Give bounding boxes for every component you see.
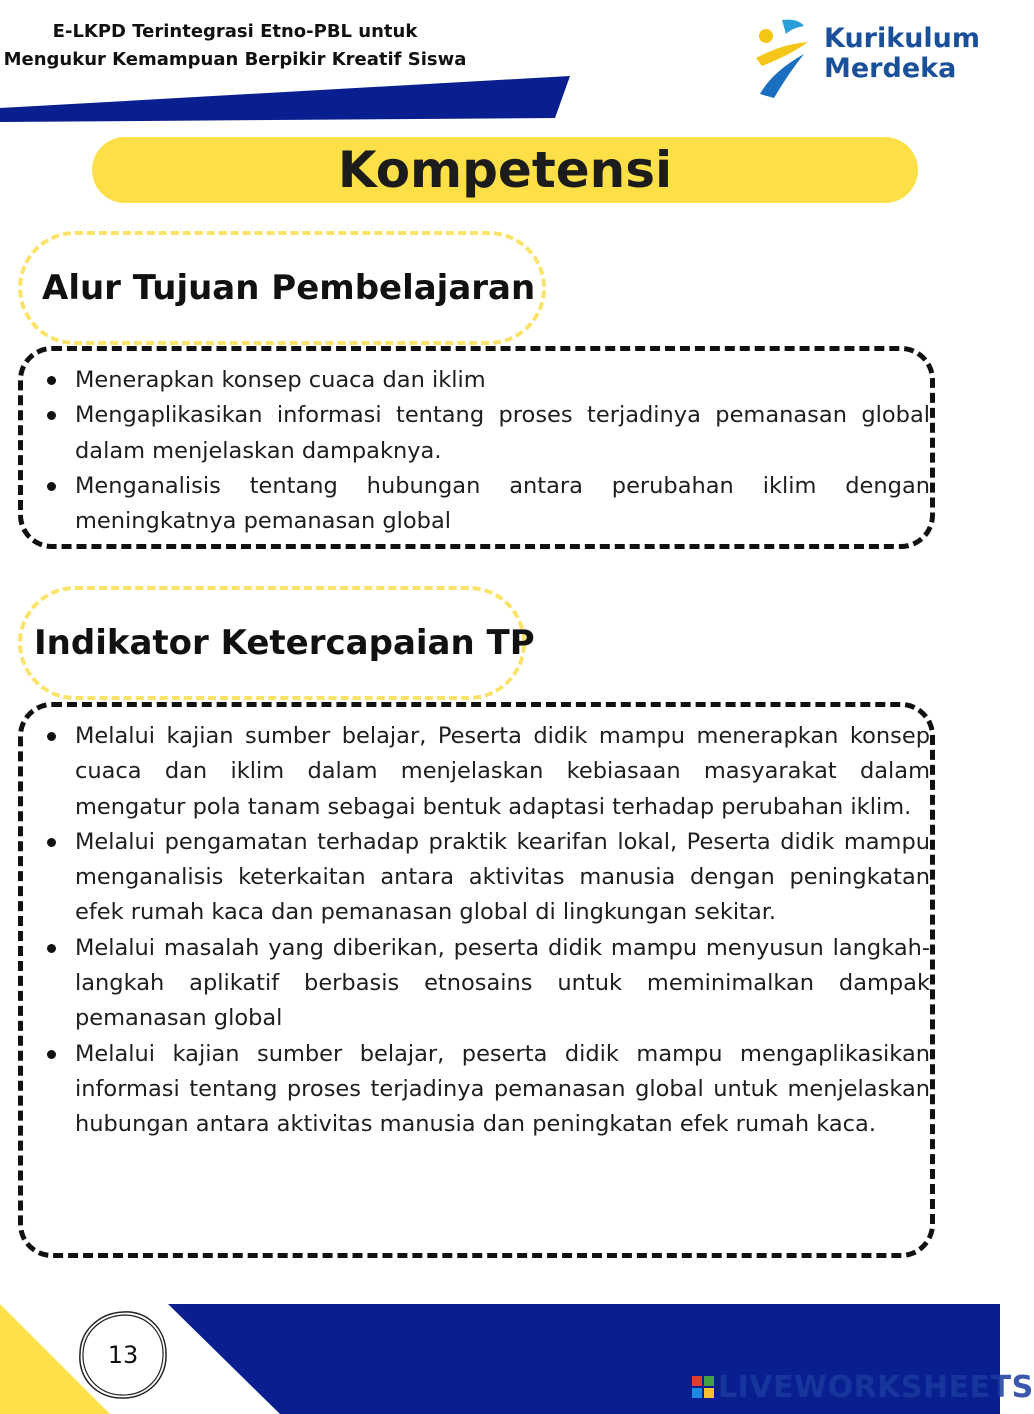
list-item: Melalui kajian sumber belajar, peserta didik mampu mengaplikasikan informasi tentang proses terjadinya pemanasan global untuk menjelaskan hubungan antara aktivitas manusia dan peningkatan efek rumah kaca. — [23, 1037, 930, 1143]
atp-list — [23, 363, 930, 539]
atp-heading: Alur Tujuan Pembelajaran — [42, 268, 536, 308]
document-title-line1: E-LKPD Terintegrasi Etno-PBL untuk — [52, 21, 418, 42]
watermark: LIVEWORKSHEETS — [718, 1370, 1034, 1405]
iktp-list — [23, 719, 930, 1143]
list-item: Menerapkan konsep cuaca dan iklim — [23, 363, 930, 398]
page-title: Kompetensi — [337, 141, 673, 199]
list-item: Melalui pengamatan terhadap praktik kearifan lokal, Peserta didik mampu menganalisis keterkaitan antara aktivitas manusia dengan peningkatan efek rumah kaca dan pemanasan global di lingkungan sekitar. — [23, 825, 930, 931]
iktp-heading-badge — [18, 586, 535, 700]
logo-wordmark — [824, 24, 980, 84]
list-item: Mengaplikasikan informasi tentang proses terjadinya pemanasan global dalam menjelaskan dampaknya. — [23, 398, 930, 469]
list-item: Melalui masalah yang diberikan, peserta didik mampu menyusun langkah-langkah aplikatif berbasis etnosains untuk meminimalkan dampak pemanasan global — [23, 931, 930, 1037]
document-title — [0, 18, 470, 74]
iktp-list-box — [18, 702, 935, 1258]
document-title-line2: Mengukur Kemampuan Berpikir Kreatif Siswa — [3, 49, 467, 70]
list-item: Melalui kajian sumber belajar, Peserta didik mampu menerapkan konsep cuaca dan iklim dalam menjelaskan kebiasaan masyarakat dalam mengatur pola tanam sebagai bentuk adaptasi terhadap perubahan iklim. — [23, 719, 930, 825]
iktp-heading: Indikator Ketercapaian TP — [34, 623, 535, 663]
atp-list-box — [18, 346, 935, 549]
logo-line2: Merdeka — [824, 53, 957, 84]
page-title-banner — [92, 137, 918, 203]
list-item: Menganalisis tentang hubungan antara perubahan iklim dengan meningkatnya pemanasan global — [23, 469, 930, 540]
atp-heading-badge — [18, 231, 546, 345]
logo-line1: Kurikulum — [824, 23, 981, 54]
liveworksheets-logo-icon — [692, 1376, 714, 1398]
page-number: 13 — [107, 1341, 139, 1369]
